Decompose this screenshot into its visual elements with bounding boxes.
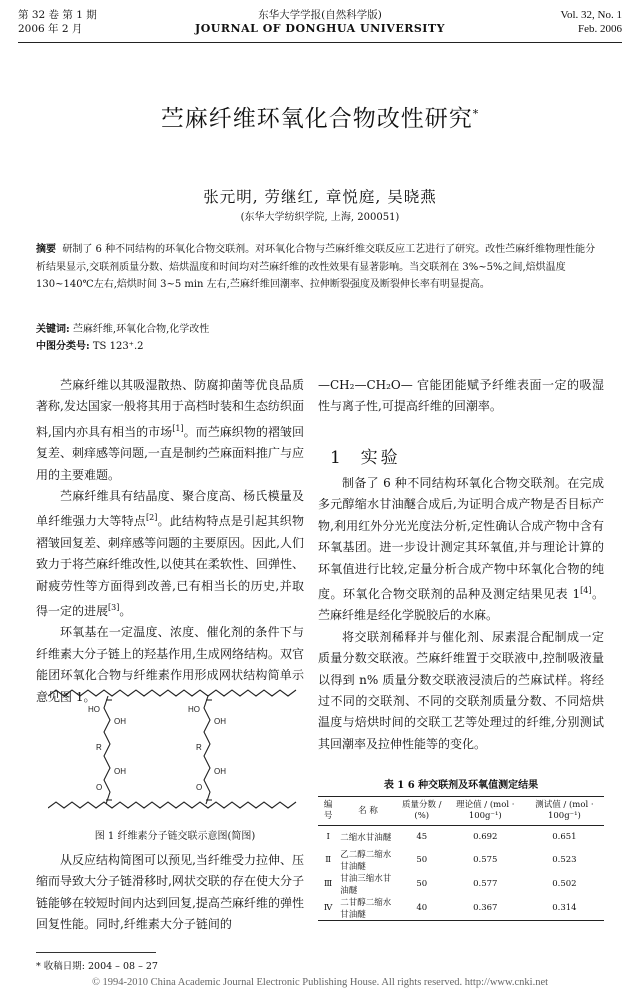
table-header-row <box>318 797 604 826</box>
table-header-cell: 测试值 / (mol · 100g⁻¹) <box>525 797 604 826</box>
table-row <box>318 872 604 896</box>
received-date-footnote: * 收稿日期: 2004 – 08 – 27 <box>36 961 158 972</box>
cellulose-chain-bottom <box>48 802 296 808</box>
table-cell: 0.651 <box>552 832 577 842</box>
table-cell: 0.523 <box>552 855 577 865</box>
abstract-text: 研制了 6 种不同结构的环氧化合物交联剂。对环氧化合物与苎麻纤维交联反应工艺进行了研究。改性苎麻纤维物理性能分析结果显示,交联剂质量分数、焙烘温度和时间均对苎麻纤维的改性效果有显著影响。当交联剂在 3%~5%之间,焙烘温度 130~140℃左右,焙烘时间 3~5 min 左右,苎麻纤维回潮率、拉伸断裂强度及断裂伸长率有明显提高。 <box>36 244 596 290</box>
paragraph: —CH₂—CH₂O— 官能团能赋予纤维表面一定的吸湿性与离子性,可提高纤维的回潮率。 <box>318 378 604 414</box>
table-cell: 0.367 <box>446 896 525 921</box>
table-cell: 0.577 <box>473 879 498 889</box>
label-oh-3: OH <box>214 717 226 726</box>
paper-authors: 张元明, 劳继红, 章悦庭, 吴晓燕 <box>203 188 437 206</box>
journal-name-cn: 东华大学学报(自然科学版) <box>258 9 382 21</box>
table-cell: 50 <box>416 879 428 889</box>
crosslinker-table <box>318 796 604 921</box>
copyright-line: © 1994-2010 China Academic Journal Electronic Publishing House. All rights reserved. http://www.cnki.net <box>91 977 549 988</box>
paragraph-text: 制备了 6 种不同结构环氧化合物交联剂。在完成多元醇缩水甘油醚合成后,为证明合成产物是否目标产物,利用红外分光光度法分析,定性确认合成产物中含有环氧基团。进一步设计测定其环氧值,并与理论计算的环氧值进行比较,定量分析合成产物中环氧化合物的纯度。环氧化合物交联剂的品种及测定结果见表 1 <box>318 476 604 602</box>
table-cell: 二甘醇二缩水甘油醚 <box>338 896 398 921</box>
table-cell: 0.502 <box>552 879 577 889</box>
table-header-cell: 理论值 / (mol · 100g⁻¹) <box>446 797 525 826</box>
table-cell: 0.314 <box>525 896 604 921</box>
table-caption: 表 1 6 种交联剂及环氧值测定结果 <box>383 780 539 791</box>
crosslink-chain-left <box>104 696 110 804</box>
citation: [2] <box>145 513 158 523</box>
table-cell: Ⅰ <box>326 832 330 842</box>
right-column-top <box>318 375 604 418</box>
abstract <box>36 241 602 294</box>
paragraph-text: 。 <box>119 604 132 619</box>
journal-name-en: JOURNAL OF DONGHUA UNIVERSITY <box>195 22 445 35</box>
label-ho-1: HO <box>88 705 100 714</box>
paper-title-text: 苎麻纤维环氧化合物改性研究 <box>160 106 473 132</box>
paragraph: 环氧基在一定温度、浓度、催化剂的条件下与纤维素大分子链上的羟基作用,生成网络结构。双官能团环氧化合物与纤维素作用形成网状结构简单示意见图 1。 <box>36 625 304 704</box>
footnote-divider <box>36 952 156 953</box>
table-cell: Ⅲ <box>324 879 333 889</box>
label-oh-2: OH <box>114 767 126 776</box>
crosslink-chain-right <box>204 696 210 804</box>
paragraph-text: 。而苎麻织物的褶皱回复差、刺痒感等问题,一直是制约苎麻面料推广与应用的主要难题。 <box>36 424 304 482</box>
table-row <box>318 826 604 849</box>
cellulose-chain-top <box>48 690 296 696</box>
table-cell: 45 <box>416 832 428 842</box>
keywords-block <box>36 321 602 355</box>
table-cell: 50 <box>416 855 428 865</box>
table-cell: Ⅳ <box>318 896 338 921</box>
paragraph-text: 苎麻纤维具有结晶度、聚合度高、杨氏模量及单纤维强力大等特点 <box>36 489 304 529</box>
paragraph-text: 。苎麻纤维是经化学脱胶后的水麻。 <box>318 587 604 623</box>
paragraph-text: 。此结构特点是引起其织物褶皱回复差、刺痒感等问题的主要原因。因此,人们致力于将苎麻纤维改性,以使其在柔软性、回弹性、耐疲劳性等方面得到改善,已有相当长的历史,并取得一定的进展 <box>36 514 304 619</box>
header-date: 2006 年 2 月 <box>18 23 83 35</box>
figure-caption: 图 1 纤维素分子链交联示意图(简图) <box>94 831 256 842</box>
label-ho-2: HO <box>188 705 200 714</box>
label-r-1: R <box>96 743 102 752</box>
left-column-bottom <box>36 850 304 936</box>
table-row <box>318 896 604 921</box>
title-footnote-mark: * <box>472 107 480 121</box>
paragraph-text: 苎麻纤维以其吸湿散热、防腐抑菌等优良品质著称,发达国家一般将其用于高档时装和生态纺织面料,国内亦具有相当的市场 <box>36 378 304 439</box>
table-header-cell: 名 称 <box>338 797 398 826</box>
paper-title <box>0 100 640 133</box>
paragraph <box>36 486 304 622</box>
journal-header <box>18 8 622 43</box>
paragraph <box>318 473 604 627</box>
table-row <box>318 848 604 872</box>
citation: [3] <box>108 603 120 613</box>
crosslink-diagram <box>48 686 298 816</box>
table-cell: 乙二醇二缩水甘油醚 <box>340 850 392 872</box>
header-journal-name <box>168 8 472 36</box>
label-r-2: R <box>196 743 202 752</box>
section-number: 1 <box>330 448 344 468</box>
table-cell: 二缩水甘油醚 <box>340 833 392 843</box>
header-vol-no: Vol. 32, No. 1 <box>560 9 622 21</box>
abstract-label: 摘要 <box>36 244 56 255</box>
keywords-text: 苎麻纤维,环氧化合物,化学改性 <box>72 324 210 335</box>
paragraph <box>36 375 304 486</box>
label-o-2: O <box>196 783 203 792</box>
section-heading <box>330 443 401 468</box>
clc-text: TS 123⁺.2 <box>92 341 144 352</box>
citation: [4] <box>580 586 592 596</box>
table-cell: 0.692 <box>473 832 498 842</box>
author-affiliation: (东华大学纺织学院, 上海, 200051) <box>240 212 400 223</box>
table-cell: Ⅱ <box>325 855 332 865</box>
label-oh-4: OH <box>214 767 226 776</box>
header-volume-issue: 第 32 卷 第 1 期 <box>18 9 97 21</box>
label-o-1: O <box>96 783 103 792</box>
table-cell: 0.575 <box>473 855 498 865</box>
section-title: 实验 <box>360 448 401 468</box>
paragraph: 从反应结构简图可以预见,当纤维受力拉伸、压缩而导致大分子链滑移时,网状交联的存在使大分子链能够在较短时间内达到回复,提高苎麻纤维的弹性回复性能。同时,纤维素大分子链间的 <box>36 853 304 932</box>
label-oh-1: OH <box>114 717 126 726</box>
right-column-body <box>318 473 604 755</box>
table-cell: 40 <box>398 896 446 921</box>
citation: [1] <box>172 423 184 433</box>
header-volume <box>18 8 97 36</box>
keywords-label: 关键词: <box>36 324 70 335</box>
table-cell: 甘油三缩水甘油醚 <box>340 874 392 896</box>
left-column-top <box>36 375 304 708</box>
header-month: Feb. 2006 <box>578 23 622 35</box>
clc-label: 中图分类号: <box>36 341 90 352</box>
header-vol-en <box>560 8 622 36</box>
paragraph: 将交联剂稀释并与催化剂、尿素混合配制成一定质量分数交联液。苎麻纤维置于交联液中,控制吸液量以得到 n% 质量分数交联液浸渍后的苎麻试样。将经过不同的交联剂、不同的交联剂质量分数、不同焙烘温度与焙烘时间的交联工艺等处理过的纤维,分别测试其回潮率及拉伸性能等的变化。 <box>318 629 604 751</box>
table-header-cell: 编 号 <box>318 797 338 826</box>
table-header-cell: 质量分数 / (%) <box>398 797 446 826</box>
